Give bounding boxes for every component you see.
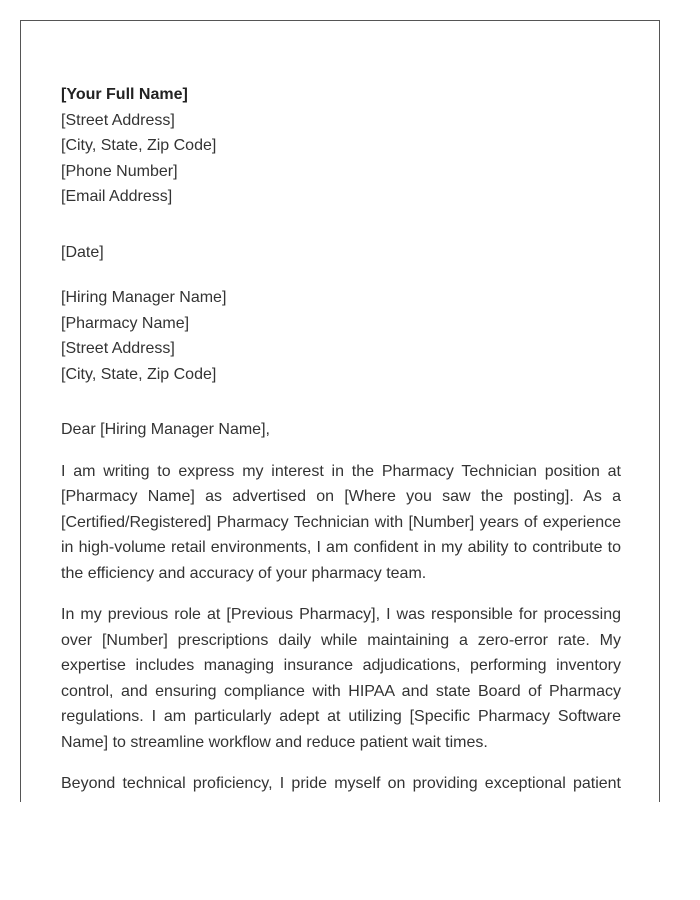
sender-street: [Street Address] (61, 111, 175, 129)
sender-phone: [Phone Number] (61, 162, 178, 180)
recipient-street: [Street Address] (61, 340, 175, 357)
sender-email: [Email Address] (61, 188, 173, 205)
letter-date (61, 240, 621, 266)
salutation-text: Dear [Hiring Manager Name], (61, 421, 270, 438)
sender-name: [Your Full Name] (61, 86, 188, 103)
sender-city: [City, State, Zip Code] (61, 137, 217, 154)
paragraph-intro: I am writing to express my interest in the Pharmacy Technician position at [Pharmacy Name] as advertised on [Where you saw the posting]. As a [Certified/Registered] Pharmacy Technician with [Number] years of experience in high-volume retail environments, I am confident in my ability to contribute to the efficiency and accuracy of your pharmacy team. (61, 462, 621, 582)
sender-block (61, 82, 621, 210)
salutation (61, 417, 621, 443)
paragraph-experience: In my previous role at [Previous Pharmacy], I was responsible for processing over [Number] prescriptions daily while maintaining a zero-error rate. My expertise includes managing insurance adjudications, performing inventory control, and ensuring compliance with HIPAA and state Board of Pharmacy regulations. I am particularly adept at utilizing [Specific Pharmacy Software Name] to streamline workflow and reduce patient wait times. (61, 606, 621, 751)
letter-page (20, 20, 660, 802)
recipient-manager: [Hiring Manager Name] (61, 289, 227, 306)
paragraph-patient-care: Beyond technical proficiency, I pride myself on providing exceptional patient (61, 775, 621, 792)
recipient-city: [City, State, Zip Code] (61, 365, 217, 383)
recipient-block (61, 285, 621, 387)
letter-body (61, 82, 621, 797)
date-text: [Date] (61, 243, 104, 261)
recipient-pharmacy: [Pharmacy Name] (61, 314, 190, 332)
